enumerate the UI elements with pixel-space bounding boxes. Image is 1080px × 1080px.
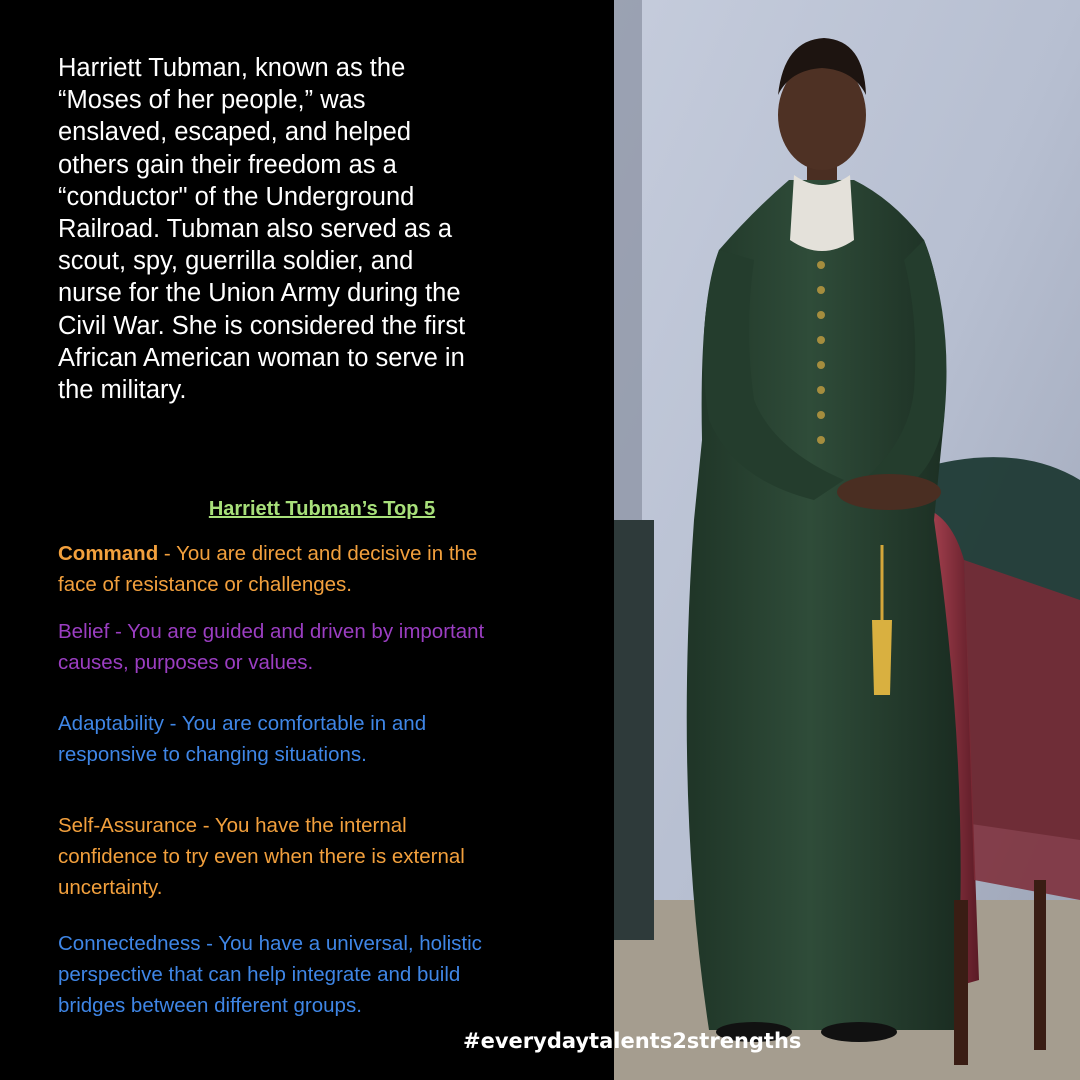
biography-paragraph	[58, 52, 578, 406]
bio-line: Civil War. She is considered the first	[58, 311, 466, 340]
strength-description: uncertainty.	[58, 876, 163, 899]
bio-line: “conductor" of the Underground	[58, 182, 415, 211]
bio-line: African American woman to serve in	[58, 343, 465, 372]
bio-line: enslaved, escaped, and helped	[58, 118, 412, 147]
bio-line: nurse for the Union Army during the	[58, 279, 461, 308]
bio-line: the military.	[58, 376, 187, 405]
strength-description: Connectedness - You have a universal, holistic	[58, 932, 482, 955]
strength-adaptability	[58, 708, 578, 770]
strength-description: Belief - You are guided and driven by important	[58, 620, 485, 643]
bio-line: Railroad. Tubman also served as a	[58, 215, 453, 244]
strength-name: Command	[58, 542, 159, 565]
strength-description: Adaptability - You are comfortable in and	[58, 712, 427, 735]
hashtag: #everydaytalents2strengths	[463, 1029, 802, 1053]
bio-line: others gain their freedom as a	[58, 150, 397, 179]
strength-description: bridges between different groups.	[58, 994, 362, 1017]
strength-command	[58, 538, 578, 600]
bio-line: “Moses of her people,” was	[58, 86, 366, 115]
bio-line: scout, spy, guerrilla soldier, and	[58, 247, 414, 276]
portrait-photo	[614, 0, 1080, 1080]
top5-title: Harriett Tubman’s Top 5	[208, 498, 436, 520]
strength-belief	[58, 616, 578, 678]
strength-connectedness	[58, 928, 578, 1021]
strength-description: causes, purposes or values.	[58, 651, 314, 674]
bio-line: Harriett Tubman, known as the	[58, 54, 406, 82]
strength-description: responsive to changing situations.	[58, 743, 367, 766]
strength-description: perspective that can help integrate and build	[58, 963, 461, 986]
strength-description: - You are direct and decisive in the	[158, 542, 478, 565]
strength-description: face of resistance or challenges.	[58, 573, 352, 596]
strength-description: confidence to try even when there is external	[58, 845, 465, 868]
strength-description: Self-Assurance - You have the internal	[58, 814, 407, 837]
strength-self-assurance	[58, 810, 578, 903]
